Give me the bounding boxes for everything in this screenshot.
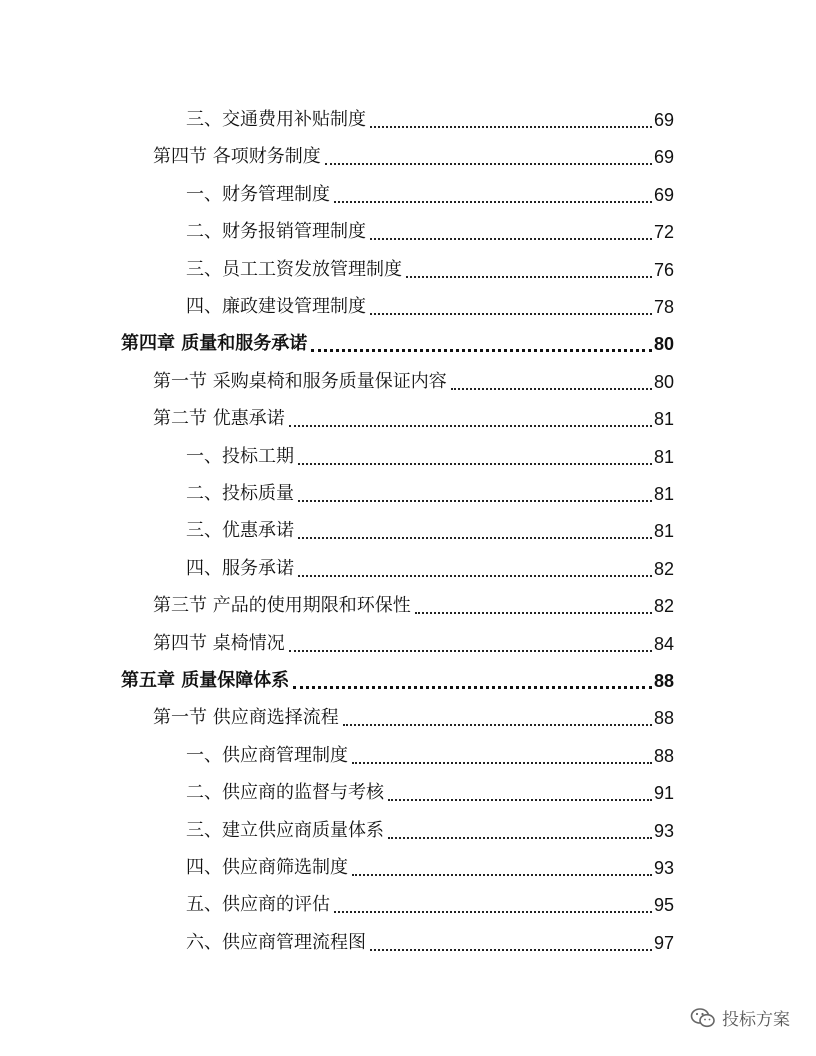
toc-entry-title: 第四章 质量和服务承诺: [121, 333, 308, 355]
toc-entry-title: 四、廉政建设管理制度: [186, 296, 366, 317]
dot-leader: [406, 276, 652, 278]
toc-page-number: 81: [653, 521, 674, 542]
toc-entry-title: 第四节 各项财务制度: [153, 146, 321, 168]
toc-page-number: 88: [653, 708, 674, 729]
dot-leader: [415, 612, 652, 614]
toc-entry[interactable]: [186, 848, 674, 885]
toc-entry[interactable]: [186, 100, 674, 137]
dot-leader: [325, 163, 652, 165]
toc-entry[interactable]: [186, 885, 674, 922]
dot-leader: [289, 425, 652, 427]
toc-entry-title: 五、供应商的评估: [186, 894, 330, 916]
toc-page-number: 82: [653, 558, 674, 579]
dot-leader: [298, 463, 652, 465]
toc-entry[interactable]: [186, 511, 674, 548]
toc-entry[interactable]: [153, 399, 674, 436]
toc-entry-title: 第四节 桌椅情况: [153, 632, 285, 654]
dot-leader: [334, 911, 652, 913]
toc-entry-title: 三、员工工资发放管理制度: [186, 258, 402, 280]
toc-page-number: 95: [653, 895, 674, 916]
toc-entry-title: 一、财务管理制度: [186, 183, 330, 205]
dot-leader: [289, 650, 652, 652]
dot-leader: [298, 537, 652, 539]
toc-entry[interactable]: [186, 811, 674, 848]
toc-page-number: 69: [653, 147, 674, 168]
toc-entry[interactable]: [153, 586, 674, 623]
toc-page-number: 84: [653, 633, 674, 654]
toc-entry-title: 三、优惠承诺: [186, 520, 294, 542]
toc-entry-title: 第五章 质量保障体系: [121, 670, 290, 691]
toc-entry-title: 一、投标工期: [186, 445, 294, 467]
toc-page-number: 80: [653, 334, 674, 355]
toc-entry[interactable]: [121, 661, 674, 698]
toc-page-number: 93: [653, 820, 674, 841]
toc-page-number: 81: [653, 409, 674, 430]
toc-page-number: 81: [653, 484, 674, 504]
toc-entry-title: 二、投标质量: [186, 483, 294, 504]
toc-entry-title: 六、供应商管理流程图: [186, 931, 366, 953]
toc-page-number: 91: [653, 783, 674, 804]
toc-entry-title: 第一节 供应商选择流程: [153, 707, 339, 729]
toc-entry[interactable]: [153, 698, 674, 735]
toc-entry-title: 第一节 采购桌椅和服务质量保证内容: [153, 370, 447, 392]
toc-entry-title: 四、供应商筛选制度: [186, 857, 348, 878]
toc-page-number: 78: [653, 297, 674, 317]
toc-page-number: 80: [653, 371, 674, 392]
dot-leader: [343, 724, 652, 726]
toc-entry[interactable]: [186, 175, 674, 212]
toc-entry[interactable]: [186, 212, 674, 249]
toc-entry-title: 三、建立供应商质量体系: [186, 819, 384, 841]
toc-entry-title: 一、供应商管理制度: [186, 744, 348, 766]
toc-entry[interactable]: [153, 362, 674, 399]
toc-entry[interactable]: [121, 324, 674, 361]
toc-page-number: 81: [653, 446, 674, 467]
dot-leader: [352, 874, 652, 876]
toc-entry-title: 二、财务报销管理制度: [186, 221, 366, 243]
dot-leader: [388, 799, 652, 801]
toc-page-number: 69: [653, 110, 674, 130]
toc-entry-title: 二、供应商的监督与考核: [186, 782, 384, 804]
dot-leader: [298, 500, 652, 502]
toc-entry[interactable]: [153, 137, 674, 174]
toc-entry[interactable]: [186, 923, 674, 960]
dot-leader: [451, 388, 652, 390]
toc-entry[interactable]: [186, 773, 674, 810]
toc-entry-title: 第二节 优惠承诺: [153, 408, 285, 430]
toc-page-number: 82: [653, 596, 674, 617]
dot-leader: [370, 126, 652, 128]
dot-leader: [352, 762, 652, 764]
dot-leader: [370, 238, 652, 240]
toc-entry[interactable]: [153, 624, 674, 661]
toc-entry[interactable]: [186, 736, 674, 773]
toc-entry[interactable]: [186, 287, 674, 324]
dot-leader: [293, 686, 652, 689]
toc-entry-title: 三、交通费用补贴制度: [186, 109, 366, 130]
toc-entry[interactable]: [186, 250, 674, 287]
wechat-icon: [690, 1007, 716, 1029]
dot-leader: [334, 201, 652, 203]
toc-page-number: 72: [653, 222, 674, 243]
toc-page-number: 88: [653, 671, 674, 691]
dot-leader: [370, 949, 652, 951]
dot-leader: [370, 313, 652, 315]
toc-entry[interactable]: [186, 437, 674, 474]
toc-page-number: 97: [653, 932, 674, 953]
toc-page-number: 69: [653, 184, 674, 205]
toc-page-number: 93: [653, 858, 674, 878]
toc-entry[interactable]: [186, 474, 674, 511]
toc-entry-title: 四、服务承诺: [186, 557, 294, 579]
dot-leader: [311, 349, 652, 352]
watermark-text: 投标方案: [722, 1010, 790, 1030]
toc-page-number: 88: [653, 745, 674, 766]
dot-leader: [388, 837, 652, 839]
dot-leader: [298, 575, 652, 577]
toc-entry[interactable]: [186, 549, 674, 586]
watermark: [690, 1005, 790, 1030]
toc-entry-title: 第三节 产品的使用期限和环保性: [153, 595, 411, 617]
toc-page-number: 76: [653, 259, 674, 280]
